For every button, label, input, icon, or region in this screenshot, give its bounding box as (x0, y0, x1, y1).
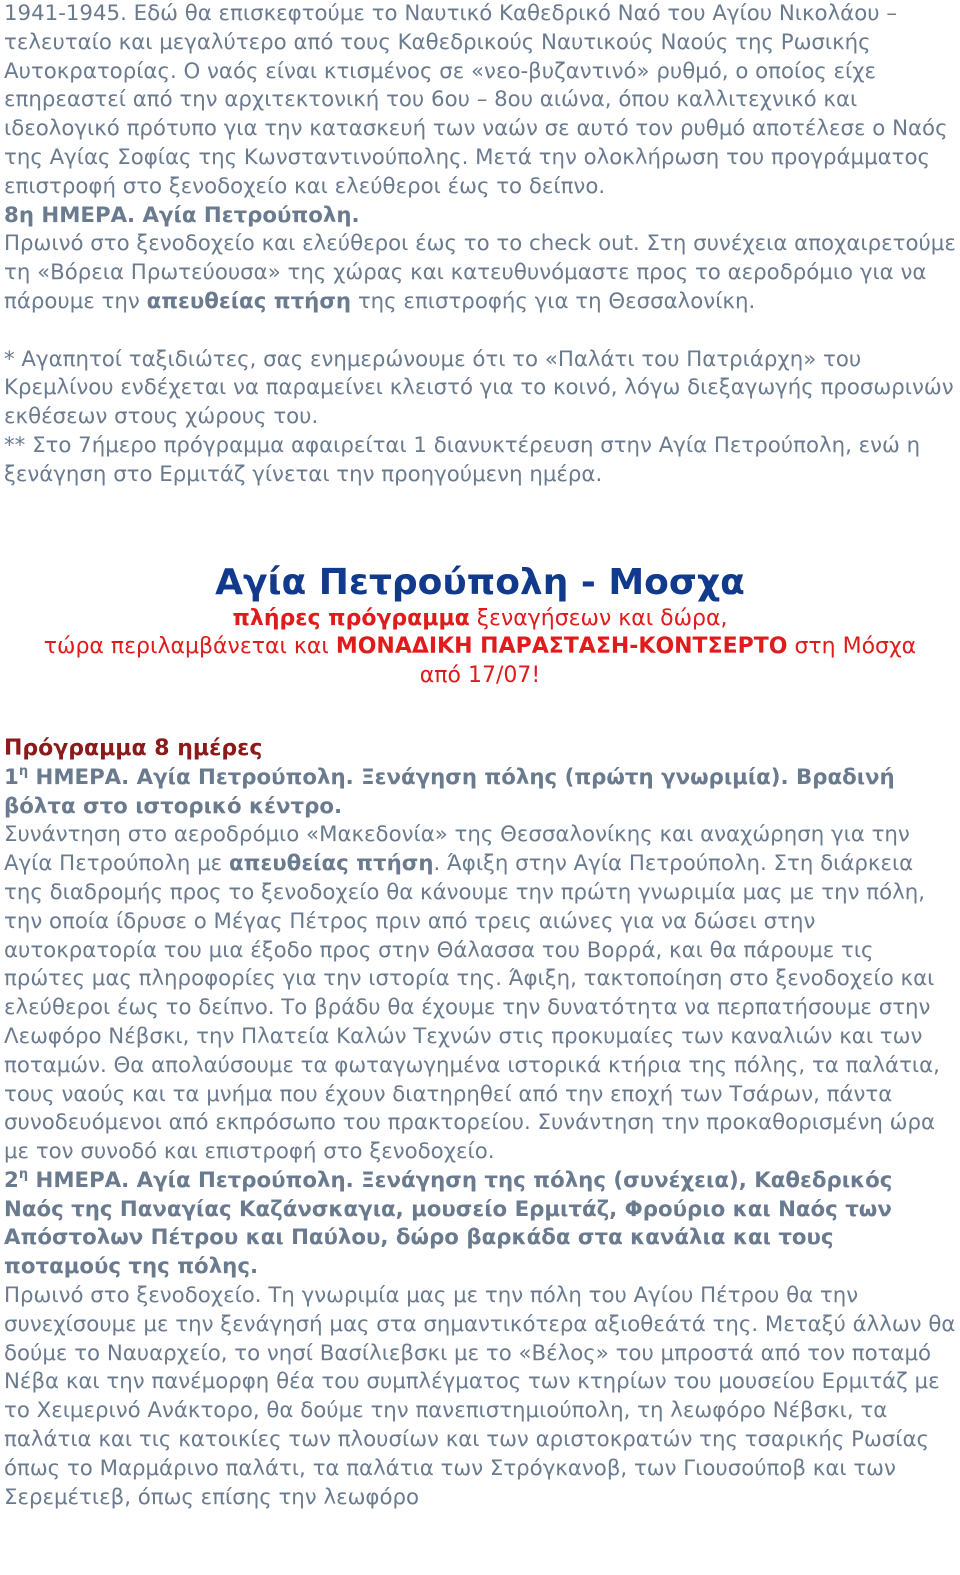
spacer (4, 317, 956, 346)
day2-number: 2 (4, 1167, 19, 1193)
promo-concert: ΜΟΝΑΔΙΚΗ ΠΑΡΑΣΤΑΣΗ-ΚΟΝΤΣΕΡΤΟ (335, 634, 788, 660)
day8-text-a: Πρωινό στο ξενοδοχείο και ελεύθεροι έως το το check out. Στη συνέχεια αποχαιρετούμε τη «Βόρεια Πρωτεύουσα» της χώρας και κατευθυνόμαστε προς το αεροδρόμιο για να πάρουμε την (4, 231, 956, 314)
day2-ordinal: η (18, 1166, 29, 1182)
day2-heading (4, 1167, 956, 1282)
promo-line-3: από 17/07! (419, 663, 541, 689)
intro-paragraph: 1941-1945. Εδώ θα επισκεφτούμε το Ναυτικό Καθεδρικό Ναό του Αγίου Νικολάου – τελευταίο και μεγαλύτερο από τους Καθεδρικούς Ναυτικούς Ναούς της Ρωσικής Αυτοκρατορίας. Ο ναός είναι κτισμένος σε «νεο-βυζαντινό» ρυθμό, ο οποίος είχε επηρεαστεί από την αρχιτεκτονική του 6ου – 8ου αιώνα, όπου καλλιτεχνικό και ιδεολογικό πρότυπο για την κατασκευή των ναών σε αυτό τον ρυθμό αποτέλεσε ο Ναός της Αγίας Σοφίας της Κωνσταντινούπολης. Μετά την ολοκλήρωση του προγράμματος επιστροφή στο ξενοδοχείο και ελεύθεροι έως το δείπνο. (4, 1, 948, 199)
day1-heading-text: ΗΜΕΡΑ. Αγία Πετρούπολη. Ξενάγηση πόλης (πρώτη γνωριμία). Βραδινή βόλτα στο ιστορικό κέντρο. (4, 764, 895, 819)
promo-line1-rest: ξεναγήσεων και δώρα, (469, 605, 728, 631)
day1-heading (4, 764, 956, 822)
day2-paragraph: Πρωινό στο ξενοδοχείο. Τη γνωριμία μας με την πόλη του Αγίου Πέτρου θα την συνεχίσουμε με την ξενάγησή μας στα σημαντικότερα αξιοθεάτά της. Μεταξύ άλλων θα δούμε το Ναυαρχείο, το νησί Βασίλιεβσκι με το «Βέλος» του μπροστά από τον ποταμό Νέβα και την πανέμορφη θέα του συμπλέγματος των κτηρίων του μουσείου Ερμιτάζ με το Χειμερινό Ανάκτορο, θα δούμε την πανεπιστημιούπολη, τη λεωφόρο Νέβσκι, τα παλάτια και τις κατοικίες των πλουσίων και των αριστοκρατών της τσαρικής Ρωσίας όπως το Μαρμάρινο παλάτι, τα παλάτια των Στρόγκανοβ, των Γιουσούποβ και των Σερεμέτιεβ, όπως επίσης την λεωφόρο (4, 1283, 956, 1510)
day1-text-a: Συνάντηση στο αεροδρόμιο «Μακεδονία» της Θεσσαλονίκης και αναχώρηση για την Αγία Πετρούπολη με (4, 822, 910, 877)
note-patriarch-palace: * Αγαπητοί ταξιδιώτες, σας ενημερώνουμε ότι το «Παλάτι του Πατριάρχη» του Κρεμλίνου ενδέχεται να παραμείνει κλειστό για το κοινό, λόγω διεξαγωγής προσωρινών εκθέσεων στους χώρους του. (4, 346, 954, 430)
promo-block (4, 547, 956, 691)
day8-text-b: της επιστροφής για τη Θεσσαλονίκη. (351, 288, 756, 314)
promo-line2-b: στη Μόσχα (787, 634, 917, 660)
promo-line-2 (4, 633, 956, 662)
day1-text-b: . Άφιξη στην Αγία Πετρούπολη. Στη διάρκεια της διαδρομής προς το ξενοδοχείο θα κάνουμε την πρώτη γνωριμία μας με την πόλη, την οποία ίδρυσε ο Μέγας Πέτρος πριν από τρεις αιώνες για να δώσει στην αυτοκρατορία του μια έξοδο προς στην Θάλασσα του Βορρά, και θα πάρουμε τις πρώτες μας πληροφορίες για την ιστορία της. Άφιξη, τακτοποίηση στο ξενοδοχείο και ελεύθεροι έως το δείπνο. Το βράδυ θα έχουμε την δυνατότητα να περπατήσουμε στην Λεωφόρο Νέβσκι, την Πλατεία Καλών Τεχνών στις προκυμαίες των καναλιών και των ποταμών. Θα απολαύσουμε τα φωταγωγημένα ιστορικά κτήρια της πόλης, τα παλάτια, τους ναούς και τα μνήμα που έχουν διατηρηθεί από την εποχή των Τσάρων, πάντα συνοδευόμενοι από εκπρόσωπο του πρακτορείου. Συνάντηση την προκαθορισμένη ώρα με τον συνοδό και επιστροφή στο ξενοδοχείο. (4, 851, 940, 1165)
promo-title: Αγία Πετρούπολη - Μοσχα (215, 561, 745, 603)
day1-ordinal: η (18, 763, 29, 779)
program-title: Πρόγραμμα 8 ημέρες (4, 735, 263, 761)
day1-direct-flight: απευθείας πτήση (228, 851, 434, 877)
promo-line2-a: τώρα περιλαμβάνεται και (43, 634, 336, 660)
day8-heading: 8η ΗΜΕΡΑ. Αγία Πετρούπολη. (4, 202, 360, 228)
day8-direct-flight: απευθείας πτήση (146, 288, 352, 314)
promo-line-1 (4, 605, 956, 634)
day2-heading-text: ΗΜΕΡΑ. Αγία Πετρούπολη. Ξενάγηση της πόλης (συνέχεια), Καθεδρικός Ναός της Παναγίας Καζάνσκαγια, μουσείο Ερμιτάζ, Φρούριο και Ναός των Απόστολων Πέτρου και Παύλου, δώρο βαρκάδα στα κανάλια και τους ποταμούς της πόλης. (4, 1167, 893, 1280)
promo-full-program: πλήρες πρόγραμμα (232, 605, 470, 631)
day1-paragraph (4, 821, 956, 1167)
note-7day-program: ** Στο 7ήμερο πρόγραμμα αφαιρείται 1 διανυκτέρευση στην Αγία Πετρούπολη, ενώ η ξενάγηση στο Ερμιτάζ γίνεται την προηγούμενη ημέρα. (4, 432, 921, 487)
day8-paragraph (4, 230, 956, 316)
day1-number: 1 (4, 764, 19, 790)
